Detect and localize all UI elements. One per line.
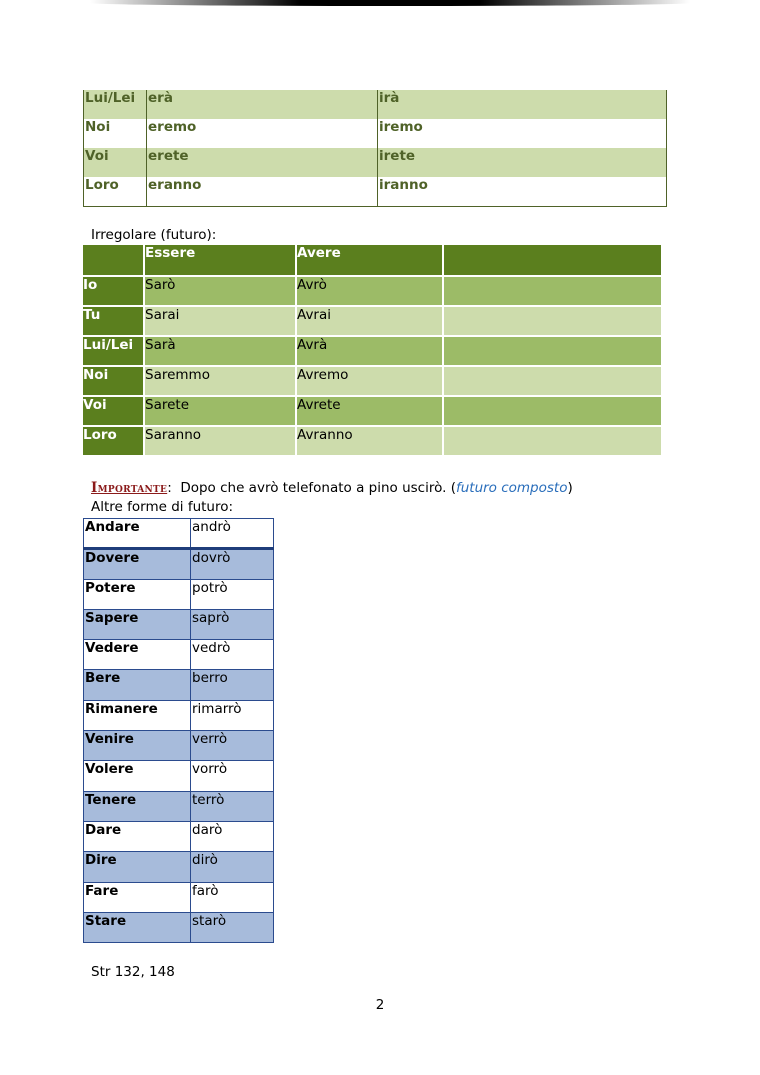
- avere-cell: Avremo: [297, 367, 442, 397]
- header-cell-essere: Essere: [145, 245, 295, 277]
- verb-cell: Stare: [84, 912, 191, 942]
- person-cell: Voi: [83, 397, 143, 427]
- person-cell: Loro: [84, 177, 147, 206]
- future-cell: vedrò: [191, 640, 274, 670]
- future-cell: starò: [191, 912, 274, 942]
- table-row: [83, 367, 661, 397]
- avere-cell: Avrai: [297, 307, 442, 337]
- person-cell: Noi: [84, 119, 147, 148]
- empty-cell: [444, 367, 661, 397]
- person-cell: Io: [83, 277, 143, 307]
- future-cell: potrò: [191, 579, 274, 609]
- ire-ending-cell: iremo: [378, 119, 667, 148]
- verb-cell: Fare: [84, 882, 191, 912]
- future-cell: verrò: [191, 731, 274, 761]
- person-cell: Lui/Lei: [84, 90, 147, 119]
- important-colon: :: [167, 480, 172, 496]
- are-ending-cell: erete: [147, 148, 378, 177]
- ire-ending-cell: irà: [378, 90, 667, 119]
- important-close: ): [567, 480, 573, 496]
- person-cell: Lui/Lei: [83, 337, 143, 367]
- future-cell: rimarrò: [191, 700, 274, 730]
- future-cell: terrò: [191, 791, 274, 821]
- future-cell: dirò: [191, 852, 274, 882]
- important-label: Importante: [91, 480, 168, 496]
- table-row: [84, 791, 274, 821]
- table-row: [84, 821, 274, 851]
- essere-cell: Sarete: [145, 397, 295, 427]
- empty-cell: [444, 307, 661, 337]
- are-ending-cell: eremo: [147, 119, 378, 148]
- person-cell: Tu: [83, 307, 143, 337]
- header-cell-avere: Avere: [297, 245, 442, 277]
- person-cell: Noi: [83, 367, 143, 397]
- source-reference: Str 132, 148: [91, 964, 175, 980]
- table-row: [83, 427, 661, 457]
- future-cell: berro: [191, 670, 274, 700]
- future-cell: darò: [191, 821, 274, 851]
- empty-cell: [444, 427, 661, 457]
- header-rule: [90, 0, 690, 6]
- table-row: [83, 337, 661, 367]
- table-row: [84, 731, 274, 761]
- ire-ending-cell: iranno: [378, 177, 667, 206]
- table-row: [84, 640, 274, 670]
- ire-ending-cell: irete: [378, 148, 667, 177]
- empty-cell: [444, 277, 661, 307]
- table-row: [84, 148, 667, 177]
- table-row: [84, 177, 667, 206]
- essere-cell: Sarò: [145, 277, 295, 307]
- table-row: [84, 519, 274, 549]
- verb-cell: Dare: [84, 821, 191, 851]
- table-row: [83, 307, 661, 337]
- are-ending-cell: erà: [147, 90, 378, 119]
- essere-cell: Sarai: [145, 307, 295, 337]
- verb-cell: Vedere: [84, 640, 191, 670]
- avere-cell: Avrà: [297, 337, 442, 367]
- verb-cell: Dovere: [84, 549, 191, 579]
- futuro-composto-text: futuro composto: [455, 480, 568, 496]
- verb-cell: Bere: [84, 670, 191, 700]
- future-cell: farò: [191, 882, 274, 912]
- empty-cell: [444, 397, 661, 427]
- table-row: [84, 761, 274, 791]
- future-cell: andrò: [191, 519, 274, 549]
- person-cell: Loro: [83, 427, 143, 457]
- are-ending-cell: eranno: [147, 177, 378, 206]
- header-cell: [444, 245, 661, 277]
- table-row: [84, 700, 274, 730]
- avere-cell: Avrete: [297, 397, 442, 427]
- important-text: Dopo che avrò telefonato a pino uscirò. (: [171, 480, 456, 496]
- verb-cell: Sapere: [84, 609, 191, 639]
- essere-cell: Saranno: [145, 427, 295, 457]
- table-row: [84, 119, 667, 148]
- verb-cell: Dire: [84, 852, 191, 882]
- future-cell: vorrò: [191, 761, 274, 791]
- table-row: [84, 549, 274, 579]
- table-row: [84, 912, 274, 942]
- verb-cell: Rimanere: [84, 700, 191, 730]
- table-row: [84, 90, 667, 119]
- table-row: [84, 882, 274, 912]
- empty-cell: [444, 337, 661, 367]
- other-future-forms-table: [83, 518, 274, 943]
- table-row: [83, 397, 661, 427]
- table-header-row: [83, 245, 661, 277]
- verb-cell: Potere: [84, 579, 191, 609]
- table-row: [84, 852, 274, 882]
- verb-cell: Venire: [84, 731, 191, 761]
- table-row: [84, 579, 274, 609]
- important-note: [91, 480, 573, 497]
- avere-cell: Avrò: [297, 277, 442, 307]
- verb-cell: Tenere: [84, 791, 191, 821]
- other-forms-caption: Altre forme di futuro:: [91, 499, 234, 515]
- page-number: 2: [375, 997, 385, 1013]
- regular-future-table: [83, 90, 667, 207]
- header-cell: [83, 245, 143, 277]
- essere-cell: Saremmo: [145, 367, 295, 397]
- essere-cell: Sarà: [145, 337, 295, 367]
- irregular-future-table: [81, 245, 663, 457]
- table-row: [83, 277, 661, 307]
- irregular-caption: Irregolare (futuro):: [91, 227, 217, 243]
- verb-cell: Andare: [84, 519, 191, 549]
- person-cell: Voi: [84, 148, 147, 177]
- verb-cell: Volere: [84, 761, 191, 791]
- future-cell: dovrò: [191, 549, 274, 579]
- table-row: [84, 609, 274, 639]
- table-row: [84, 670, 274, 700]
- future-cell: saprò: [191, 609, 274, 639]
- avere-cell: Avranno: [297, 427, 442, 457]
